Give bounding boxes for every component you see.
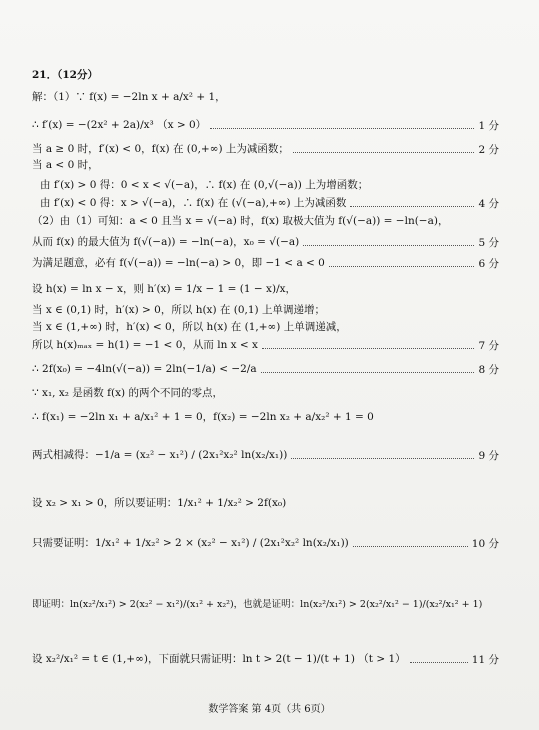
score-mark: 6 分 (478, 258, 499, 270)
solution-text: 由 f′(x) < 0 得：x > √(−a)，∴ f(x) 在 (√(−a),+∞) 上为减函数 (40, 197, 347, 209)
solution-text: 当 x ∈ (1,+∞) 时，h′(x) < 0，所以 h(x) 在 (1,+∞) 上单调递减， (32, 321, 347, 333)
solution-line-7 (32, 214, 499, 228)
dotted-leader (291, 458, 474, 459)
solution-text: 解：（1）∵ f(x) = −2ln x + a/x² + 1， (32, 91, 226, 103)
solution-text: 由 f′(x) > 0 得：0 < x < √(−a)，∴ f(x) 在 (0,√(−a)) 上为增函数； (40, 179, 369, 191)
solution-line-16 (32, 410, 499, 424)
solution-text: ∵ x₁, x₂ 是函数 f(x) 的两个不同的零点， (32, 387, 223, 399)
dotted-leader (350, 206, 474, 207)
solution-line-6 (40, 196, 499, 210)
solution-line-17 (32, 448, 499, 462)
page-footer: 数学答案 第 4页（共 6页） (208, 704, 331, 715)
solution-line-10 (32, 282, 499, 296)
solution-text: ∴ f(x₁) = −2ln x₁ + a/x₁² + 1 = 0，f(x₂) = −2ln x₂ + a/x₂² + 1 = 0 (32, 411, 374, 423)
dotted-leader (329, 266, 475, 267)
solution-text: 从而 f(x) 的最大值为 f(√(−a)) = −ln(−a)，x₀ = √(−a) (32, 236, 300, 248)
solution-text: ∴ f′(x) = −(2x² + 2a)/x³ （x > 0） (32, 119, 207, 131)
dotted-leader (410, 662, 468, 663)
solution-text: 设 x₂²/x₁² = t ∈ (1,+∞)，下面就只需证明：ln t > 2(t − 1)/(t + 1) （t > 1） (32, 653, 406, 665)
dotted-leader (303, 245, 474, 246)
solution-line-5 (40, 178, 499, 192)
dotted-leader (210, 128, 474, 129)
solution-line-15 (32, 386, 499, 400)
solution-line-4 (32, 158, 499, 172)
solution-line-2 (32, 118, 499, 132)
solution-line-12 (32, 320, 499, 334)
solution-line-9 (32, 256, 499, 270)
solution-text: 为满足题意，必有 f(√(−a)) = −ln(−a) > 0，即 −1 < a < 0 (32, 257, 325, 269)
solution-line-3 (32, 142, 499, 156)
solution-line-1 (32, 90, 499, 104)
score-mark: 5 分 (478, 237, 499, 249)
dotted-leader (353, 546, 468, 547)
solution-line-13 (32, 338, 499, 352)
solution-line-19 (32, 536, 499, 550)
solution-text: （2）由（1）可知：a < 0 且当 x = √(−a) 时，f(x) 取极大值为 f(√(−a)) = −ln(−a)， (32, 215, 449, 227)
dotted-leader (293, 152, 475, 153)
solution-line-11 (32, 303, 499, 317)
solution-text: 当 a < 0 时， (32, 159, 99, 171)
solution-text: 两式相减得：−1/a = (x₂² − x₁²) / (2x₁²x₂² ln(x₂/x₁)) (32, 449, 288, 461)
score-mark: 8 分 (478, 364, 499, 376)
solution-text: 当 x ∈ (0,1) 时，h′(x) > 0，所以 h(x) 在 (0,1) 上单调递增； (32, 304, 325, 316)
solution-line-20 (32, 598, 499, 612)
score-mark: 1 分 (478, 120, 499, 132)
solution-text: 即证明：ln(x₂²/x₁²) > 2(x₂² − x₁²)/(x₁² + x₂²)，也就是证明：ln(x₂²/x₁²) > 2(x₂²/x₁² − 1)/(x₂²/x₁² + 1) (32, 599, 483, 610)
solution-text: 所以 h(x)ₘₐₓ = h(1) = −1 < 0，从而 ln x < x (32, 339, 258, 351)
solution-text: 当 a ≥ 0 时，f′(x) < 0，f(x) 在 (0,+∞) 上为减函数； (32, 143, 289, 155)
solution-line-14 (32, 362, 499, 376)
solution-text: 设 h(x) = ln x − x，则 h′(x) = 1/x − 1 = (1 − x)/x， (32, 283, 297, 295)
score-mark: 7 分 (478, 340, 499, 352)
solution-line-8 (32, 235, 499, 249)
score-mark: 4 分 (478, 198, 499, 210)
question-title: 21．（12分） (32, 69, 98, 81)
dotted-leader (261, 372, 475, 373)
score-mark: 11 分 (471, 654, 499, 666)
solution-line-21 (32, 652, 499, 666)
solution-text: 只需要证明：1/x₁² + 1/x₂² > 2 × (x₂² − x₁²) / (2x₁²x₂² ln(x₂/x₁)) (32, 537, 349, 549)
score-mark: 9 分 (478, 450, 499, 462)
score-mark: 10 分 (471, 538, 499, 550)
score-mark: 2 分 (478, 144, 499, 156)
solution-line-18 (32, 496, 499, 510)
solution-text: 设 x₂ > x₁ > 0，所以要证明：1/x₁² + 1/x₂² > 2f(x₀) (32, 497, 287, 509)
dotted-leader (262, 348, 474, 349)
solution-text: ∴ 2f(x₀) = −4ln(√(−a)) = 2ln(−1/a) < −2/a (32, 363, 257, 375)
